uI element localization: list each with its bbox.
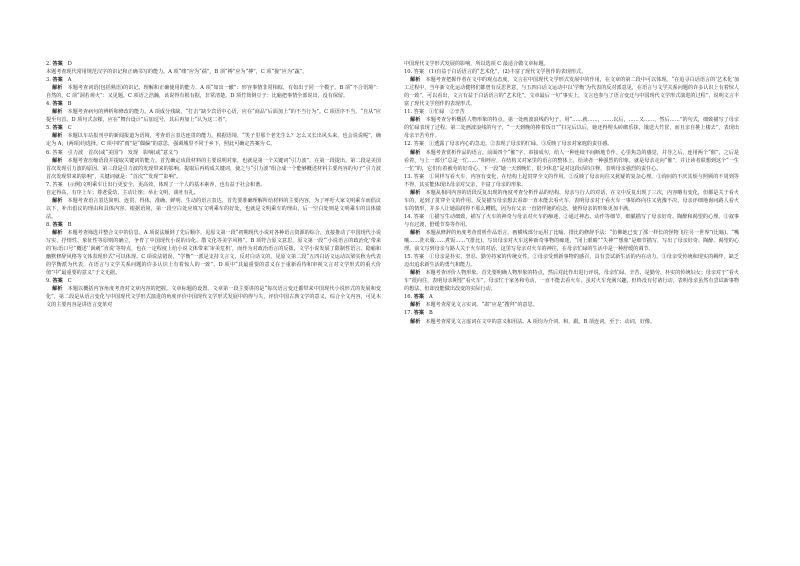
text-paragraph <box>46 189 381 197</box>
paragraph-text: 12. 答案 ①透露了母亲内心的急迫。②表现了母亲的忙碌。③反映了母亲对家庭的责任感。 <box>404 141 613 148</box>
explanation-paragraph <box>46 197 381 221</box>
explanation-paragraph <box>46 108 381 124</box>
explanation-label: 解析 <box>410 318 421 325</box>
explanation-label: 解析 <box>410 77 421 84</box>
paragraph-text: 6. 答案 引力波 首次(或“美国”) 发现 影响(或“意义”) <box>46 149 178 156</box>
explanation-label: 解析 <box>410 270 421 277</box>
explanation-label: 解析 <box>52 85 63 92</box>
explanation-paragraph <box>46 285 381 309</box>
explanation-text: 本题从修辞的角度考查赏析作品语言。画横线部分运用了比喻、排比的修辞手法：“仿佛她已变了那一样长的怪物飞往另一世界”(比喻)、“嘴嚷……洗衣服……煮饭……”(排比)，写出母亲对火车这种新奇事物的痴迷，“闭上眼睛”“失神”“想象”是细节描写，写出了母亲好奇、陶醉、渴望的心理。前文写到母亲与路人关于火车的对话，这里写母亲对火车的神往，在母亲忙碌的生活中是一种舒缓的调节。 <box>404 229 739 253</box>
explanation-text: 本题以车站报刊亭的新闻报道为语境，考查语言表达连贯的能力。根据语境，“笑子里那个老先生么？怎么又长出风头来，也会说说呢”，确定为 A，(两项)均选择。C 项中的“雨”是“偶偏”的意思，强调城里不同于乡下，照此可确定答案为 C。 <box>46 133 381 148</box>
paragraph-text: 本题考查现代常用规范汉字的识记和正确书写的能力。A 项“缕”应为“孺”，B 项“搏”应为“搏”，C 项“拢”应为“蔬”。 <box>46 69 308 76</box>
answer-value: C <box>67 125 72 132</box>
answer-label: 答案 <box>52 77 63 84</box>
explanation-text: 本题考查常见文言实词。“肃”应是“搜拜”的意思。 <box>425 302 538 309</box>
explanation-text: 本题从相同内容的语段反复出现的角度考查分析作品的结构，母亲与行人的对话，在文中反复出现了三次，内容略有变化，但都是关于看火车的，起到了贯穿全文的作用。反复描写母亲想去看却一直未能去看火车，表明母亲对于看火车一事始终向往又犹豫不决，母亲评细地询问路人看火车的情形，并多人让她温润得不那么糟糕，因为有父亲一直陪伴她的信念，使得母亲的形象更加丰满。 <box>404 189 739 212</box>
text-paragraph <box>404 253 739 269</box>
answer-label: 答案 <box>52 278 63 285</box>
answer-line <box>46 76 381 84</box>
answer-label: 答案 <box>52 221 63 228</box>
text-paragraph <box>404 173 739 189</box>
answer-line <box>46 124 381 132</box>
answer-label: 答案 <box>413 310 424 317</box>
answer-value: A <box>429 294 433 301</box>
question-number: 17. <box>404 310 414 317</box>
answer-label: 答案 <box>52 61 63 67</box>
answer-label: 答案 <box>52 101 63 108</box>
explanation-paragraph <box>46 157 381 181</box>
paragraph-text: 7. 答案 (示例)文明乘车让出行更安全，更高效，体现了一个人的基本素养，也有益于社会和谐。 <box>46 181 266 188</box>
explanation-paragraph <box>404 229 739 253</box>
paragraph-text: 10. 答案 (1)有益于白话语言的“艺术化”。(2)丰富了现代文学创作的表现形式。 <box>404 69 587 76</box>
answer-value: B <box>67 101 72 108</box>
answer-line <box>46 60 381 68</box>
paragraph-text: 自定得高，有序上车；尊老爱幼，主动让座；举止文明，谈吐有礼。 <box>46 189 199 196</box>
left-column <box>46 60 381 309</box>
explanation-paragraph <box>404 149 739 173</box>
explanation-paragraph <box>404 116 739 140</box>
explanation-text: 本题考查语言表达简明、连贯、得体，准确、鲜明、生动的语言表达，首先要准确理解所给材料的主要内容，为了呼吁大家文明乘车而倡议以下，补出倡议的理由和具体内容。根据语境，第一段空白处应填写文明乘车的好处，也就是文明乘车的理由，后一空白处则是文明乘车的具体做法。 <box>46 197 381 220</box>
paragraph-text: 14. 答案 ①描写生动细致，描写了火车的神奇与母亲对火车的痴迷，②通过神态、动作等细节，细腻描写了母亲好奇、陶醉和渴望的心理。③叙事与有过渡，舒缓节奏等作用。 <box>404 213 739 228</box>
question-number: 8. <box>46 221 53 228</box>
explanation-label: 解析 <box>52 109 63 116</box>
explanation-paragraph <box>404 189 739 213</box>
explanation-label: 解析 <box>52 197 63 204</box>
explanation-text: 本题考查评价人物形象。首先要明确人物形象的特点，然后对此作出进行评说，母亲忙碌、辛苦、是勤劳、朴实的传统妇女；母亲对于“看火车”很向往，表明母亲期望“看火车”，母亲忙于家务和劳动，一直不能去看火车，虽对火车充满兴趣，但终没有付诸行动，表明母亲虽然有尝试新事物的想法，但却没能做出改变的实际行动。 <box>404 270 739 293</box>
explanation-paragraph <box>46 84 381 100</box>
explanation-paragraph <box>404 76 739 108</box>
text-paragraph <box>46 149 381 157</box>
explanation-text: 本题考查压缩语段并提取关键词的能力。首先确定该段材料的主要说明对象，也就是第一个关键词“引力波”，在第一段提出。第二段是美国首次发现引力波的原因，第三段是引力波的发现带来的影响。提取后再构成关键词，使之与“引力波”组合成一个能够概述材料主要内容的句子“引力波首次发现带来的影响”，关键词就是：“首次”“发现”“影响”。 <box>46 157 381 180</box>
explanation-label: 解析 <box>410 149 421 156</box>
explanation-label: 解析 <box>410 189 421 196</box>
answer-label: 答案 <box>413 294 424 301</box>
explanation-text: 本题考查病句的辨析和修改的能力。A 项成分残缺，“打击”缺少宾语中心语，应在“商品”后面加上“的不当行为”。C 项语序不当，“自从”应提至句首。D 项句式杂糅，应在“舞台设计”后加逗号，其后再加上“认为这二者”。 <box>46 109 381 124</box>
answer-value: B <box>429 310 433 317</box>
explanation-label: 解析 <box>52 286 63 293</box>
question-number: 9. <box>46 278 53 285</box>
answer-value: D <box>67 61 72 67</box>
question-number: 16. <box>404 294 414 301</box>
explanation-paragraph <box>404 269 739 293</box>
answer-value: C <box>67 278 72 285</box>
text-paragraph <box>46 68 381 76</box>
paragraph-text: 13. 答案 ①同样写看火车，内容有变化，在结构上起贯穿全文的作用。②反映了母亲向往又犹疑的复杂心理。③询问的不厌其烦与照顾的不周到等不得，其实能体现出母亲对父亲，丰富了母亲的形象。 <box>404 173 739 188</box>
text-paragraph <box>404 213 739 229</box>
paragraph-text: 11. 答案 ①忙碌 ②辛苦 <box>404 109 465 116</box>
explanation-label: 解析 <box>52 157 63 164</box>
paragraph-text: 中国现代文学形式发展的影响，所以选项 C 最适合做文章标题。 <box>404 61 549 67</box>
explanation-text: 本题考查常见文言虚词在文中的意义和用法。A 项均为介词，和，跟。B 项连词，至于；动词，好像。 <box>425 318 656 325</box>
explanation-label: 解析 <box>410 302 421 309</box>
explanation-label: 解析 <box>410 117 421 124</box>
explanation-text: 本题考查把握作者在文中的观点态度。文言在中国现代文学形式发展中的作用，在文章的第二段中可以体现。“在追寻白话语言的‘艺术化’加工过程中，当年新文化运动健将们都曾有反思世意，与五四白话文运动中以‘学衡’为代表的反对派意见，在语言与文学关系问题的许多认识上有着惊人的一致”，可以看出，文言有益于白话语言的“艺术化”。文章最后一句“事实上，文言也参与了语言变迁与中国现代文学形式演进的过程”，说明文言丰富了现代文学创作的表现形式。 <box>404 77 739 108</box>
explanation-label: 解析 <box>52 229 63 236</box>
answer-line <box>404 309 739 317</box>
text-paragraph <box>404 108 739 116</box>
answer-label: 答案 <box>52 125 63 132</box>
answer-line <box>46 100 381 108</box>
answer-line <box>46 277 381 285</box>
answer-line <box>46 221 381 229</box>
explanation-text: 本题考查词语(包括熟语)的识记、理解和正确使用的能力。A 项“如出一辙”：形容事情非常相似，有如出于同一个模子。B 项“不合语境”：自然的，C 项“洞若观火”：又见题。C 项语之浩瀚，该说得有根有据，非常清楚。D 项竹筒倒豆子：比喻把事情全部说出，没有保留。 <box>46 85 381 100</box>
question-number: 2. <box>46 61 53 67</box>
explanation-text: 本题考查赏析作品的语言。前面四个“催”字，串接成句，给人一种连续不间断地节作。心里焦急的感觉，并导之后，连用两个“催”，之后是看着，与上一部分“总是一忙……”相呼应，在结构又对家里的语言的整体上，给读者一种强烈的印象，就是母亲走向“催”，并让读者联想到这个“一生一忙”的，它们有着被劳的好奇心。下一段“她一天到晚忙，很少休息”是对这段话的注释，表明母亲强烈的责任心。 <box>404 149 739 172</box>
text-paragraph <box>404 60 739 68</box>
explanation-paragraph <box>404 301 739 309</box>
explanation-label: 解析 <box>52 133 63 140</box>
answer-value: A <box>67 77 72 84</box>
text-paragraph <box>46 181 381 189</box>
explanation-text: 本题考查分析概括人物形象的特点。第一处画波浪线的句子，用“……就……，……以后，……又……，然后……”的句式，细致描写了母亲的忙碌表现了过程。第二处画波浪线的句子，“一天到晚的捧着饭日”“扫完后以后，她还得埋头砖砌乐抹，饿送大竹筐，而且亲自挑上楼去”，表现出母亲辛苦劳作。 <box>404 117 739 140</box>
question-number: 5. <box>46 125 53 132</box>
explanation-paragraph <box>46 229 381 277</box>
explanation-text: 本题以概括内容角度考查对文章内容的把握。文章标题的设置。文章第一段主要讲的是“每次语言变迁都带来中国现代小说形式的发展和变化”，第二段是从语言变化与中国现代文学形式演进的角度评价中国现代文学形式发展中的得与失，评价中国古典文学的意义，综合全文内容，可见本文的主要内容是讲语言变革对 <box>46 286 381 309</box>
text-paragraph <box>404 68 739 76</box>
right-column <box>404 60 739 326</box>
explanation-label: 解析 <box>410 229 421 236</box>
explanation-paragraph <box>46 132 381 148</box>
text-paragraph <box>404 140 739 148</box>
answer-value: B <box>67 221 72 228</box>
explanation-text: 本题考查筛选并整合文中的信息。A 项说法颠倒了先后顺序，见原文第一段“初期现代小说对各种语言资源的综合，直接推动了中国现代小说写实、抒情性、象征性等原则的确立，争育了中国现代小说的诗化、散文化等美学风格”。B 项符合原文意思，原文第一段“‘小说语言的政治化’带来的‘标语口号’‘概述’‘讽刺’‘直说’等特点，也在一定程度上给小说文体带来‘审美危机’，而作为对政治语言的反拨，文学小说发展了限制性语言、隐喻和幽默修辞风格等文体表现形式”可以体现。C 项说法错误，“学衡”一派是支持文言文，反对白话文的，见原文第二段“五四白话文运动以梁实秋为代表的学衡派为代表，在语言与文学关系问题的许多认识上有着惊人的一致”。D 项中“其最重要的意义在于重新看待和审视文言对文学形式的重大价值”中“最重要的意义”于文无据。 <box>46 229 381 277</box>
explanation-paragraph <box>404 318 739 326</box>
question-number: 3. <box>46 77 53 84</box>
question-number: 4. <box>46 101 53 108</box>
answer-line <box>404 293 739 301</box>
paragraph-text: 15. 答案 ①母亲是朴实、坚忍、勤劳持家的传统女性。②母亲受到新事物的感召，具有尝试新生活的内在动力。③母亲受传统和现实的羁绊，缺乏迈出追求新生活的勇气和能力。 <box>404 254 739 269</box>
